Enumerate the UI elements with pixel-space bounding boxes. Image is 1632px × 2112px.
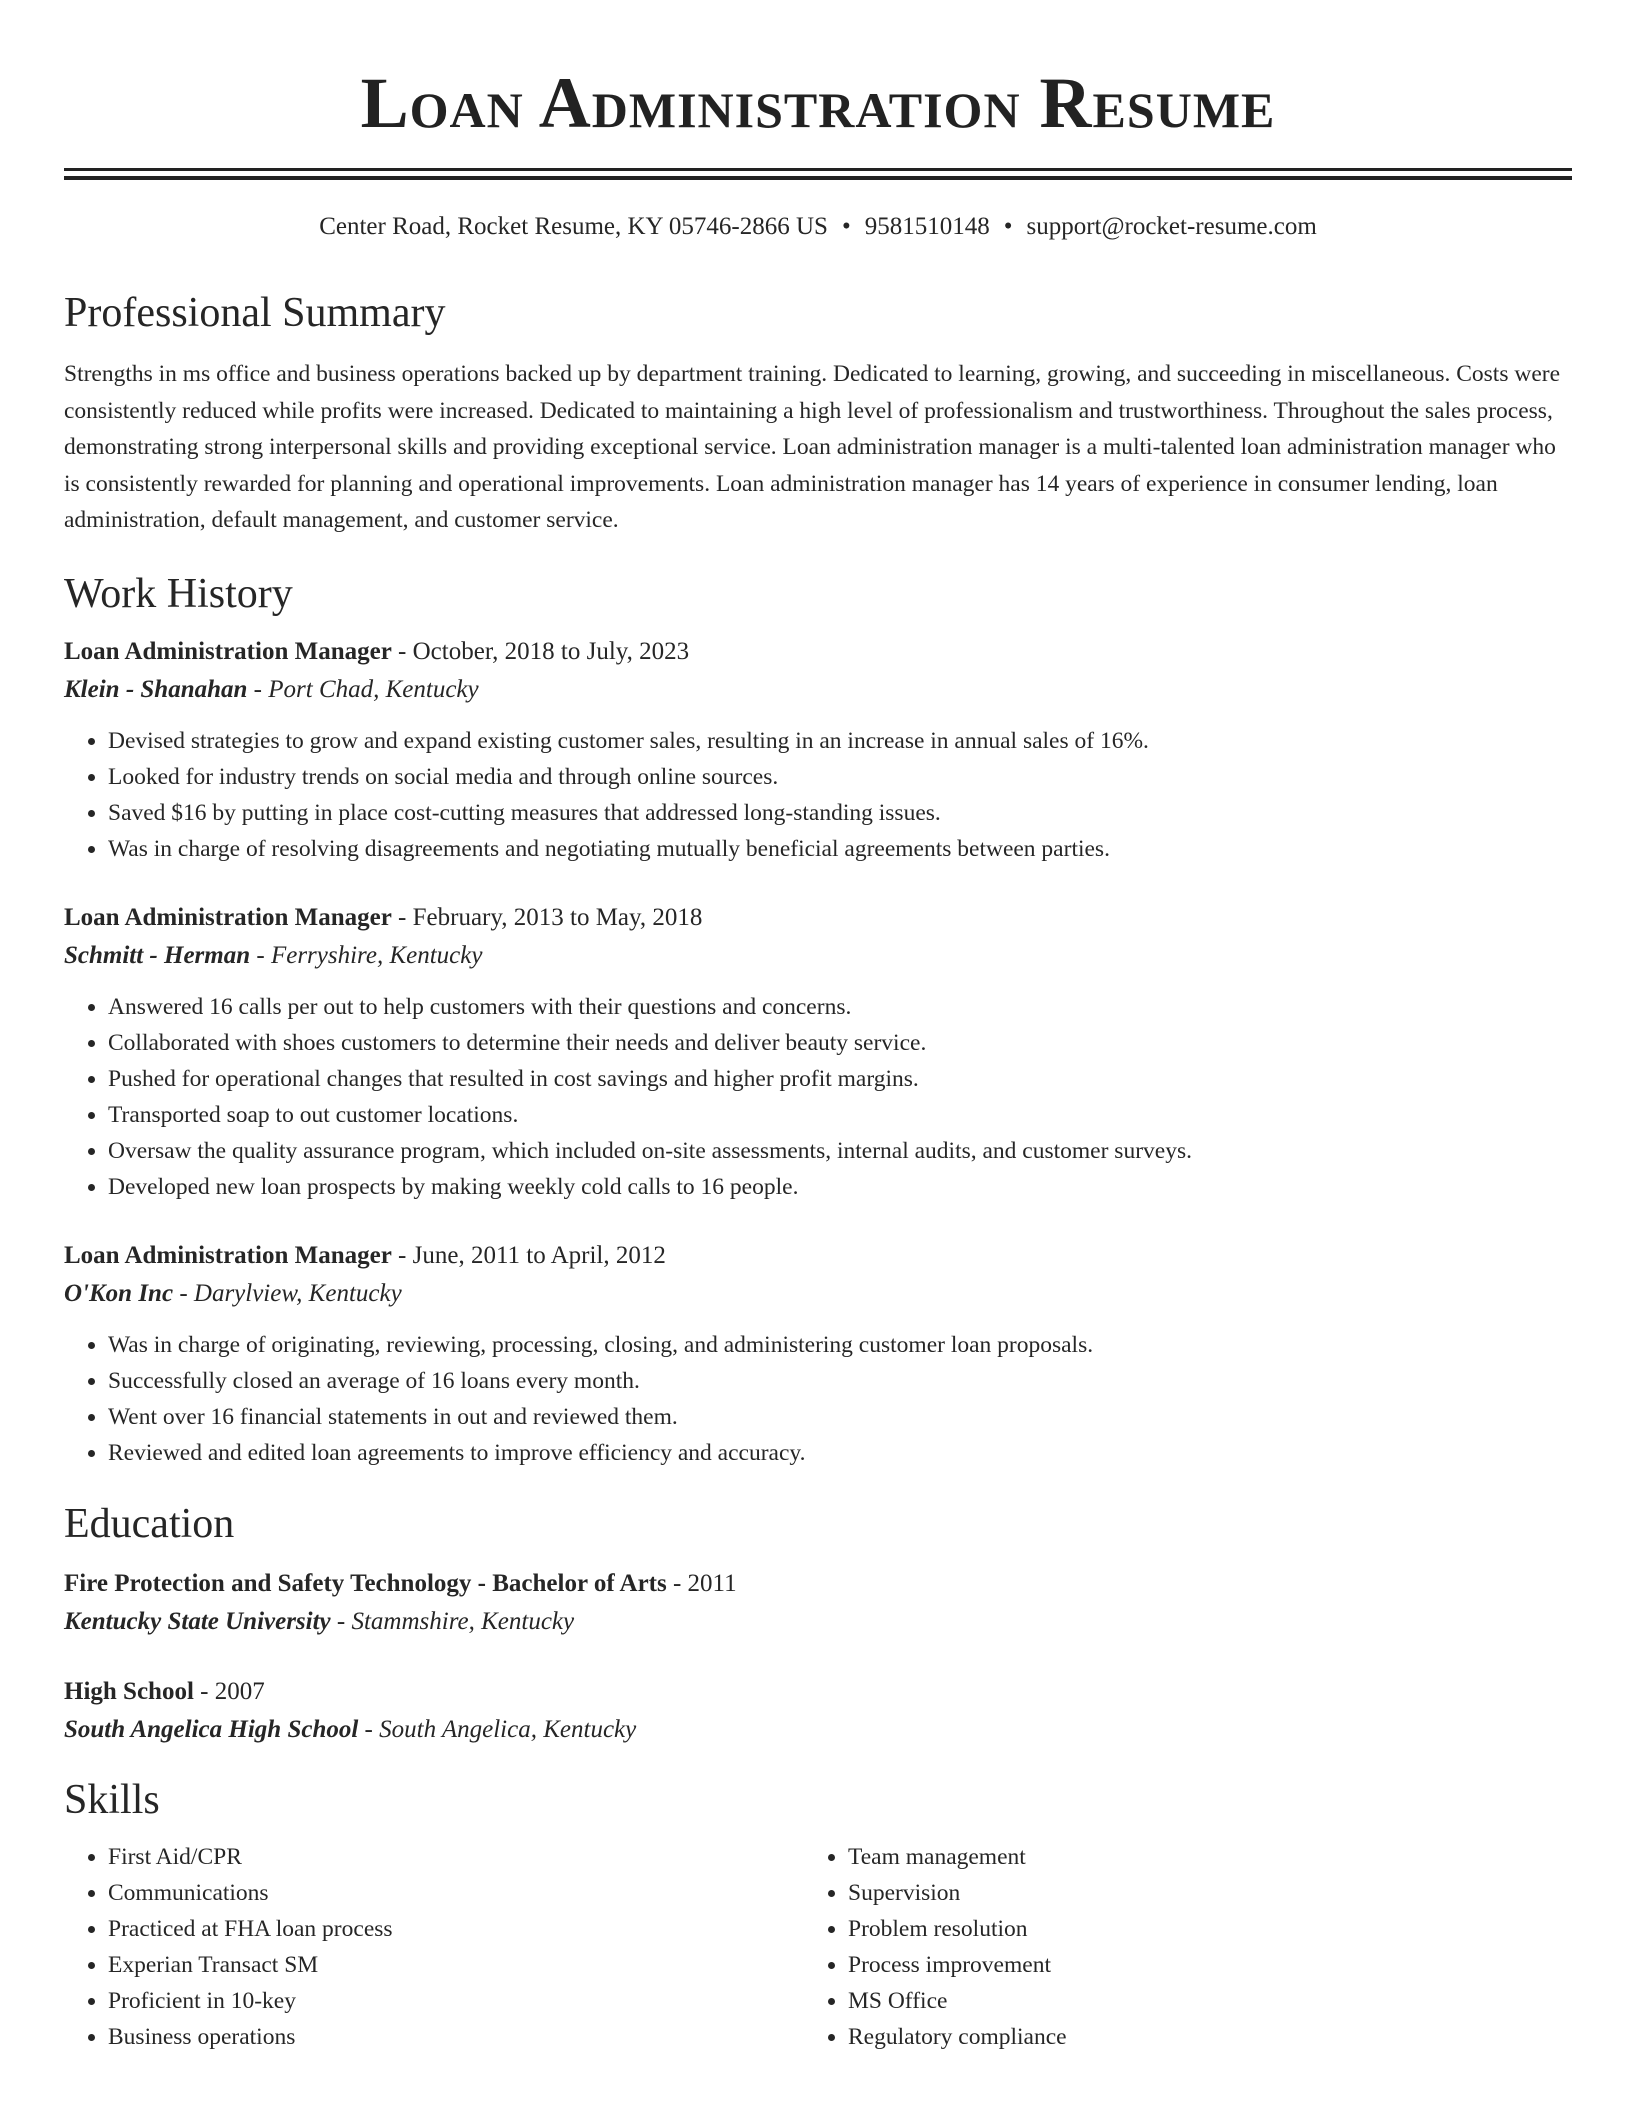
education-degree: High School	[64, 1677, 194, 1705]
education-school: South Angelica High School	[64, 1715, 359, 1743]
list-item: • Transported soap to out customer locations.	[108, 1097, 1572, 1133]
contact-separator: •	[1003, 213, 1013, 240]
list-item: • Devised strategies to grow and expand existing customer sales, resulting in an increase in annual sales of 16%.	[108, 723, 1572, 759]
education-entry	[64, 1565, 1572, 1641]
list-item: • Developed new loan prospects by making weekly cold calls to 16 people.	[108, 1169, 1572, 1205]
skill-item: • Communications	[108, 1875, 804, 1911]
contact-line	[64, 210, 1572, 244]
education-location: - South Angelica, Kentucky	[358, 1715, 637, 1743]
skills-list-right	[804, 1839, 1544, 2055]
job-company: O'Kon Inc	[64, 1279, 174, 1307]
skill-item: • Problem resolution	[848, 1911, 1544, 1947]
skill-item: • MS Office	[848, 1983, 1544, 2019]
education-entry	[64, 1673, 1572, 1749]
job-dates: - October, 2018 to July, 2023	[391, 637, 690, 665]
contact-separator: •	[841, 213, 851, 240]
skill-item: • Experian Transact SM	[108, 1947, 804, 1983]
education-school: Kentucky State University	[64, 1607, 331, 1635]
skill-item: • Business operations	[108, 2019, 804, 2055]
education-year: - 2007	[193, 1677, 265, 1705]
job-company: Schmitt - Herman	[64, 941, 251, 969]
skills-heading: Skills	[64, 1776, 160, 1823]
job-location: - Darylview, Kentucky	[173, 1279, 402, 1307]
job-duties-list	[64, 1327, 1572, 1471]
job-entry	[64, 633, 1572, 867]
list-item: • Successfully closed an average of 16 loans every month.	[108, 1363, 1572, 1399]
skills-columns	[64, 1839, 1572, 2055]
skills-list-left	[64, 1839, 804, 2055]
list-item: • Looked for industry trends on social media and through online sources.	[108, 759, 1572, 795]
job-header	[64, 899, 1572, 937]
job-duties-list	[64, 723, 1572, 867]
job-title: Loan Administration Manager	[64, 903, 392, 931]
skill-item: • Regulatory compliance	[848, 2019, 1544, 2055]
list-item: • Went over 16 financial statements in out and reviewed them.	[108, 1399, 1572, 1435]
list-item: • Was in charge of resolving disagreements and negotiating mutually beneficial agreements between parties.	[108, 831, 1572, 867]
job-employer	[64, 937, 1572, 975]
education-year: - 2011	[666, 1569, 737, 1597]
contact-phone: 9581510148	[864, 213, 990, 240]
title-divider	[64, 168, 1572, 180]
list-item: • Oversaw the quality assurance program, which included on-site assessments, internal audits, and customer surveys.	[108, 1133, 1572, 1169]
resume-title: Loan Administration Resume	[360, 63, 1276, 143]
summary-heading: Professional Summary	[64, 290, 446, 336]
job-entry	[64, 1237, 1572, 1471]
job-employer	[64, 1275, 1572, 1313]
list-item: • Reviewed and edited loan agreements to improve efficiency and accuracy.	[108, 1435, 1572, 1471]
resume-page	[64, 0, 1572, 2055]
job-employer	[64, 671, 1572, 709]
list-item: • Answered 16 calls per out to help customers with their questions and concerns.	[108, 989, 1572, 1025]
skill-item: • Team management	[848, 1839, 1544, 1875]
list-item: • Collaborated with shoes customers to determine their needs and deliver beauty service.	[108, 1025, 1572, 1061]
skill-item: • First Aid/CPR	[108, 1839, 804, 1875]
list-item: • Was in charge of originating, reviewing, processing, closing, and administering customer loan proposals.	[108, 1327, 1572, 1363]
list-item: • Pushed for operational changes that resulted in cost savings and higher profit margins.	[108, 1061, 1572, 1097]
job-duties-list	[64, 989, 1572, 1205]
list-item: • Saved $16 by putting in place cost-cutting measures that addressed long-standing issues.	[108, 795, 1572, 831]
summary-text: Strengths in ms office and business operations backed up by department training. Dedicated to learning, growing, and succeeding in miscellaneous. Costs were consistently reduced while profits were increased. Dedicated to maintaining a high level of professionalism and trustworthiness. Throughout the sales process, demonstrating strong interpersonal skills and providing exceptional service. Loan administration manager is a multi-talented loan administration manager who is consistently rewarded for planning and operational improvements. Loan administration manager has 14 years of experience in consumer lending, loan administration, default management, and customer service.	[64, 361, 1561, 533]
job-header	[64, 633, 1572, 671]
education-header	[64, 1673, 1572, 1711]
contact-address: Center Road, Rocket Resume, KY 05746-2866 US	[319, 213, 828, 240]
work-history-heading: Work History	[64, 570, 293, 617]
skill-item: • Proficient in 10-key	[108, 1983, 804, 2019]
job-entry	[64, 899, 1572, 1205]
education-header	[64, 1565, 1572, 1603]
skill-item: • Practiced at FHA loan process	[108, 1911, 804, 1947]
job-location: - Ferryshire, Kentucky	[250, 941, 483, 969]
education-school-line	[64, 1711, 1572, 1749]
education-heading: Education	[64, 1500, 235, 1547]
job-header	[64, 1237, 1572, 1275]
job-title: Loan Administration Manager	[64, 1241, 392, 1269]
skill-item: • Process improvement	[848, 1947, 1544, 1983]
skill-item: • Supervision	[848, 1875, 1544, 1911]
job-title: Loan Administration Manager	[64, 637, 392, 665]
contact-email[interactable]: support@rocket-resume.com	[1026, 213, 1317, 240]
job-location: - Port Chad, Kentucky	[247, 675, 479, 703]
education-degree: Fire Protection and Safety Technology - Bachelor of Arts	[64, 1569, 667, 1597]
job-company: Klein - Shanahan	[64, 675, 248, 703]
education-school-line	[64, 1603, 1572, 1641]
education-location: - Stammshire, Kentucky	[330, 1607, 575, 1635]
job-dates: - June, 2011 to April, 2012	[391, 1241, 666, 1269]
job-dates: - February, 2013 to May, 2018	[391, 903, 703, 931]
